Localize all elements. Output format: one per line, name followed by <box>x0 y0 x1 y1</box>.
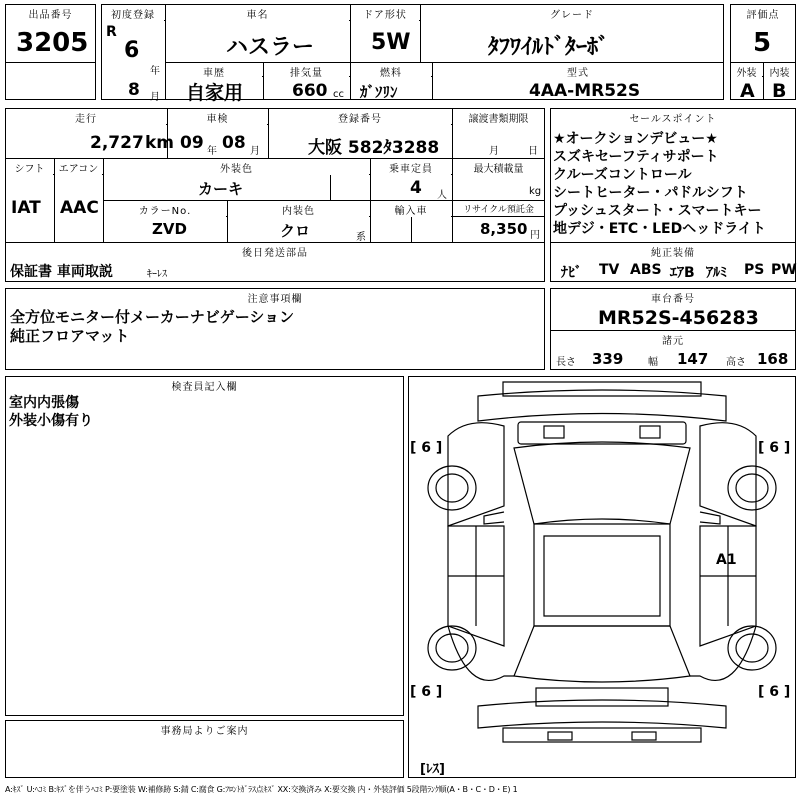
equip-item: PS <box>744 262 765 278</box>
sales-point: ★オークションデビュー★ <box>553 131 718 147</box>
transfer-label: 譲渡書類期限 <box>453 110 544 125</box>
car-name: ハスラー <box>226 35 315 60</box>
model: 4AA-MR52S <box>529 81 641 101</box>
load-unit: kg <box>529 186 542 197</box>
door-type: 5W <box>371 30 411 55</box>
int-color: クロ <box>280 222 311 240</box>
equip-item: TV <box>599 262 620 278</box>
capacity-unit: 人 <box>437 190 447 201</box>
sales-label: セールスポイント <box>551 110 795 125</box>
length: 339 <box>592 350 624 368</box>
mileage: 2,727 <box>90 133 144 153</box>
score-label: 評価点 <box>731 6 795 21</box>
color-no: ZVD <box>152 220 187 238</box>
notes-text: 全方位モニター付メーカーナビゲーション 純正フロアマット <box>10 308 295 345</box>
score: 5 <box>753 28 772 58</box>
color-label: 外装色 <box>104 160 369 175</box>
int-grade: B <box>772 80 787 102</box>
fuel-label: 燃料 <box>351 64 431 79</box>
later-parts: 保証書 車両取説 <box>10 264 113 280</box>
wheel-fl <box>428 466 476 510</box>
grade: ﾀﾌﾜｲﾙﾄﾞﾀｰﾎﾞ <box>488 35 610 60</box>
car-diagram <box>408 376 796 778</box>
first-reg-label: 初度登録 <box>102 6 164 21</box>
later-parts-label: 後日発送部品 <box>6 244 544 259</box>
month-unit: 月 <box>150 92 160 103</box>
grade-label: グレード <box>421 6 723 21</box>
era: R <box>106 24 117 40</box>
fuel: ｶﾞｿﾘﾝ <box>360 83 398 101</box>
wheel-rr <box>728 626 776 670</box>
shift-label: シフト <box>6 160 53 175</box>
recycle-unit: 円 <box>530 230 540 241</box>
ext-grade-label: 外装 <box>731 64 762 79</box>
equip-item: ABS <box>630 262 662 278</box>
insp-month-unit: 月 <box>250 146 260 157</box>
recycle-fee: 8,350 <box>480 220 528 238</box>
ac-label: エアコン <box>55 160 102 175</box>
history-label: 車歴 <box>166 64 262 79</box>
chassis-label: 車台番号 <box>551 290 795 305</box>
notes-label: 注意事項欄 <box>6 290 544 305</box>
sales-point: シートヒーター・パドルシフト <box>553 185 748 201</box>
insp-year: 09 <box>180 133 204 153</box>
year-unit: 年 <box>150 66 160 77</box>
sales-point: プッシュスタート・スマートキー <box>553 203 762 219</box>
displacement-label: 排気量 <box>264 64 349 79</box>
equip-item: ﾅﾋﾞ <box>561 265 582 281</box>
reg-month: 8 <box>128 80 140 100</box>
mileage-label: 走行 <box>6 110 166 125</box>
lot-label: 出品番号 <box>6 6 95 21</box>
sales-point: 地デジ・ETC・LEDヘッドライト <box>553 221 766 237</box>
ext-grade: A <box>740 80 755 102</box>
equip-item: ｴｱB <box>670 265 695 281</box>
int-color-label: 内装色 <box>228 202 369 217</box>
width-label: 幅 <box>648 357 658 368</box>
equip-label: 純正装備 <box>551 244 795 259</box>
later-parts-small: ｷｰﾚｽ <box>147 269 167 280</box>
equip-item: ｱﾙﾐ <box>706 265 727 281</box>
color: カーキ <box>198 180 244 198</box>
spec-label: 諸元 <box>551 332 795 347</box>
height-label: 高さ <box>726 357 746 368</box>
int-color-unit: 系 <box>356 232 366 243</box>
inspection-label: 車検 <box>168 110 267 125</box>
inspector-label: 検査員記入欄 <box>6 378 403 393</box>
import-label: 輸入車 <box>371 202 451 217</box>
displacement: 660 <box>292 81 328 101</box>
damage-mark: A1 <box>716 552 737 568</box>
capacity-label: 乗車定員 <box>371 160 451 175</box>
lot-number: 3205 <box>16 28 89 58</box>
transfer-day-unit: 日 <box>528 146 538 157</box>
chassis-number: MR52S-456283 <box>598 307 759 329</box>
car-name-label: 車名 <box>166 6 349 21</box>
sales-point: スズキセーフティサポート <box>553 149 719 165</box>
legend: A:ｷｽﾞ U:ﾍｺﾐ B:ｷｽﾞを伴うﾍｺﾐ P:要塗装 W:補修跡 S:錆 C:腐食 G:ﾌﾛﾝﾄｶﾞﾗｽ点ｷｽﾞ XX:交換済み X:要交換 内・外装評価 5段階ﾗﾝｸ順(A・B・C・D・E) 1 <box>5 785 518 794</box>
capacity: 4 <box>410 178 422 198</box>
tire-fl: [ 6 ] <box>410 440 443 456</box>
plate: 大阪 582ﾀ3288 <box>308 138 440 158</box>
office-label: 事務局よりご案内 <box>6 722 403 737</box>
insp-month: 08 <box>222 133 246 153</box>
color-no-label: カラーNo. <box>104 202 226 217</box>
load-label: 最大積載量 <box>453 160 544 175</box>
wheel-rl <box>428 626 476 670</box>
mileage-unit: km <box>145 133 175 153</box>
length-label: 長さ <box>556 357 576 368</box>
wheel-fr <box>728 466 776 510</box>
width: 147 <box>677 350 709 368</box>
int-grade-label: 内装 <box>764 64 795 79</box>
door-label: ドア形状 <box>351 6 419 21</box>
displacement-unit: cc <box>333 89 344 100</box>
insp-year-unit: 年 <box>207 146 217 157</box>
recycle-label: リサイクル預託金 <box>453 202 544 215</box>
height: 168 <box>757 350 789 368</box>
transfer-month-unit: 月 <box>489 146 499 157</box>
model-label: 型式 <box>433 64 723 79</box>
inspector-text: 室内内張傷 外装小傷有り <box>9 395 93 429</box>
tire-rr: [ 6 ] <box>758 684 791 700</box>
shift: IAT <box>11 198 41 218</box>
reg-year: 6 <box>124 38 140 63</box>
tire-rl: [ 6 ] <box>410 684 443 700</box>
equip-item: PW <box>771 262 797 278</box>
spare-tire: [ﾚｽ] <box>420 762 445 777</box>
tire-fr: [ 6 ] <box>758 440 791 456</box>
plate-label: 登録番号 <box>269 110 451 125</box>
ac: AAC <box>60 198 99 218</box>
history: 自家用 <box>186 82 244 104</box>
sales-point: クルーズコントロール <box>553 167 692 183</box>
